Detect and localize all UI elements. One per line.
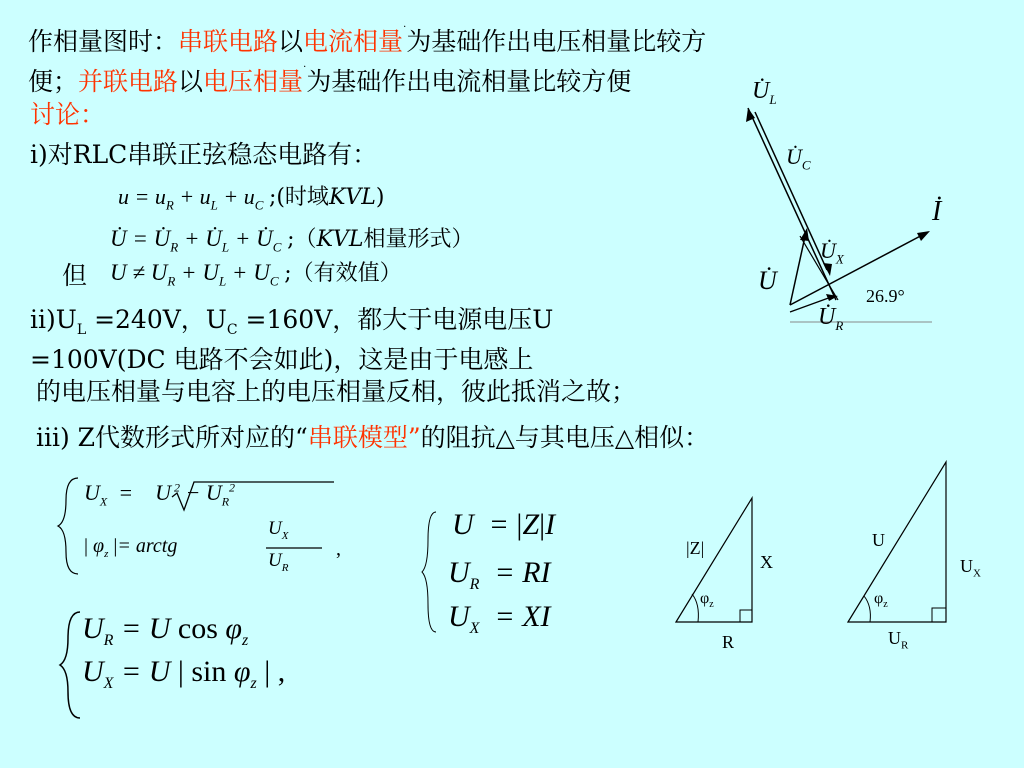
header-text: 作相量图时：	[28, 27, 179, 56]
item-iii-text: iii) Z代数形式所对应的“	[36, 423, 308, 452]
current-phasor-arrow	[790, 232, 928, 305]
header-line-1: 作相量图时：串联电路以电流相量·为基础作出电压相量比较方	[28, 22, 707, 56]
brace-2	[60, 612, 80, 718]
brace-3	[422, 512, 436, 632]
tri-z-hyp: |Z|	[686, 538, 705, 558]
label-ur: $U̇_R$	[818, 304, 844, 333]
formula-ux-xi: $U_X$ = XI	[448, 600, 551, 637]
formula-ur-ri: $U_R$ = RI	[448, 556, 551, 593]
equation-phasor: U̇ = $U̇_R$ + $U̇_L$ + $U̇_C$ ;（KVL相量形式）	[110, 226, 474, 255]
header-text: 以	[278, 27, 304, 56]
item-ii-line3: 的电压相量与电容上的电压相量反相，彼此抵消之故；	[36, 377, 637, 406]
equation-rms: $U \ne U_R + U_L + U_C$ ;（有效值）	[110, 260, 402, 289]
tri-z-angle: $\varphi_z$	[700, 590, 714, 611]
voltage-triangle	[848, 462, 946, 622]
uc-phasor-arrow	[755, 112, 827, 270]
fraction-numerator: $U_X$	[268, 518, 289, 542]
tri-u-vert: $U_X$	[960, 556, 981, 580]
comma: ,	[336, 538, 341, 560]
header-highlight: 串联电路	[178, 27, 279, 56]
header-line-2: 便；并联电路以电压相量·为基础作出电流相量比较方便	[28, 62, 632, 96]
item-iii-highlight: 串联模型”	[307, 423, 421, 452]
formula-u-zi: U = |Z|I	[452, 508, 556, 541]
header-text: 为基础作出电压相量比较方	[406, 27, 707, 56]
header-text: 以	[178, 67, 204, 96]
tri-u-base: $U_R$	[888, 628, 909, 652]
fraction-denominator: $U_R$	[268, 550, 289, 574]
brace-1	[58, 478, 78, 574]
formula-ux-sqrt: $U_X$ = U $^2 - U_R^2$	[84, 480, 236, 509]
tri-z-base: R	[722, 632, 735, 652]
header-highlight: 电流相量	[303, 27, 404, 56]
formula-ur-cos: $U_R = U$ $\cos \varphi_z$	[82, 612, 249, 649]
item-ii-line1: $ii)U_L =240V$，$U_C =160V$，都大于电源电压U	[30, 305, 554, 338]
tri-u-angle: $\varphi_z$	[874, 590, 888, 611]
impedance-triangle	[676, 498, 752, 622]
label-u: U̇	[758, 266, 777, 295]
tri-u-hyp: U	[872, 530, 885, 550]
label-ul: $U̇_L$	[752, 78, 777, 107]
label-uc: $U̇_C$	[786, 144, 811, 173]
but-word: 但	[62, 261, 88, 290]
header-text: 为基础作出电流相量比较方便	[306, 67, 632, 96]
label-current: İ	[932, 196, 942, 227]
equation-time-domain: $u = u_R + u_L + u_C$ ;(时域KVL)	[118, 184, 385, 213]
item-ii-line2: =100V(DC 电路不会如此)，这是由于电感上	[30, 345, 534, 374]
header-text: 便；	[28, 67, 79, 96]
item-iii-text: 的阻抗△与其电压△相似：	[420, 423, 710, 452]
formula-phi: | $\varphi_z$ |= arctg	[84, 535, 178, 560]
tri-z-vert: X	[760, 552, 773, 572]
label-angle: 26.9°	[866, 286, 905, 306]
item-i-title: i)对RLC串联正弦稳态电路有：	[30, 140, 378, 169]
discussion-heading: 讨论：	[30, 100, 106, 129]
header-highlight: 并联电路	[78, 67, 179, 96]
header-highlight: 电压相量	[203, 67, 304, 96]
formula-ux-sin: $U_X = U$ | $\sin \varphi_z$ | ,	[82, 655, 286, 692]
label-ux: $U̇_X$	[820, 238, 844, 267]
